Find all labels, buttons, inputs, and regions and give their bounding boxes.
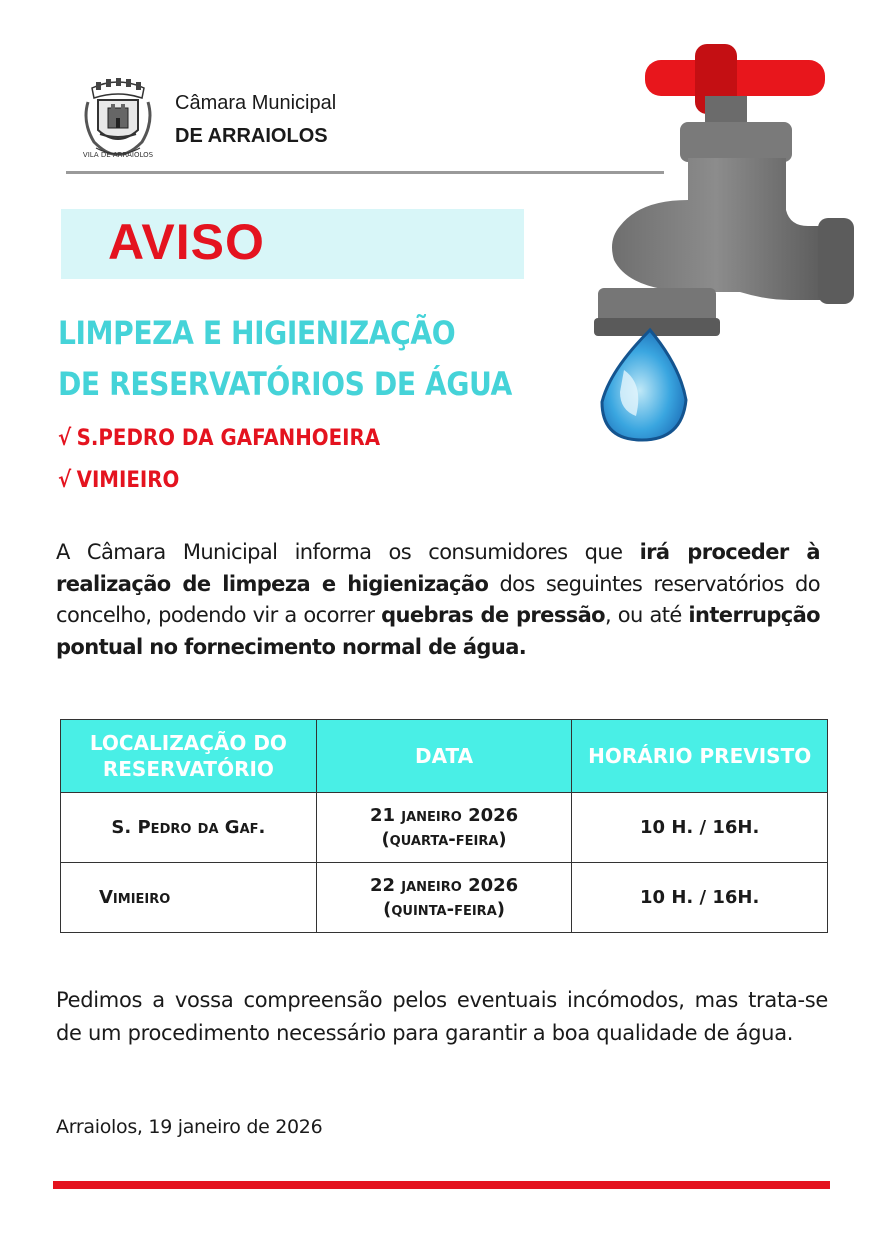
location-name: VIMIEIRO: [76, 468, 180, 493]
table-row: [61, 793, 828, 863]
cell-time: 10 H. / 16H.: [572, 863, 828, 933]
cell-date: 21 janeiro 2026 (quarta-feira): [316, 793, 572, 863]
closing-paragraph: Pedimos a vossa compreensão pelos eventuais incómodos, mas trata-se de um procedimento necessário para garantir a boa qualidade de água.: [56, 988, 828, 1045]
water-tap-illustration: [590, 30, 877, 450]
column-header-date: DATA: [316, 720, 572, 793]
location-name: S.PEDRO DA GAFANHOEIRA: [76, 426, 381, 451]
organization-name-line2: DE ARRAIOLOS: [175, 125, 328, 147]
table-row: [61, 863, 828, 933]
notice-title-line2: DE RESERVATÓRIOS DE ÁGUA: [58, 365, 512, 403]
footer-divider: [53, 1181, 830, 1189]
table-header-row: [61, 720, 828, 793]
aviso-label: AVISO: [108, 214, 265, 270]
cell-location: S. Pedro da Gaf.: [61, 793, 317, 863]
header-divider: [66, 171, 664, 174]
column-header-location: LOCALIZAÇÃO DO RESERVATÓRIO: [61, 720, 317, 793]
checkmark-icon: √: [58, 426, 72, 451]
checkmark-icon: √: [58, 468, 72, 493]
date-place-line: Arraiolos, 19 janeiro de 2026: [56, 1116, 323, 1138]
column-header-time: HORÁRIO PREVISTO: [572, 720, 828, 793]
cell-date: 22 janeiro 2026 (quinta-feira): [316, 863, 572, 933]
location-item: [58, 468, 179, 493]
intro-paragraph: A Câmara Municipal informa os consumidores que irá proceder à realização de limpeza e higienização dos seguintes reservatórios do concelho, podendo vir a ocorrer quebras de pressão, ou até interrupção pontual no fornecimento normal de água.: [56, 540, 820, 659]
notice-title-line1: LIMPEZA E HIGIENIZAÇÃO: [58, 314, 456, 352]
municipal-coat-of-arms-logo: [78, 78, 158, 158]
cell-time: 10 H. / 16H.: [572, 793, 828, 863]
logo-caption: VILA DE ARRAIOLOS: [82, 151, 154, 158]
organization-name-line1: Câmara Municipal: [175, 92, 337, 114]
location-item: [58, 426, 380, 451]
schedule-table: [60, 719, 828, 933]
cell-location: Vimieiro: [61, 863, 317, 933]
